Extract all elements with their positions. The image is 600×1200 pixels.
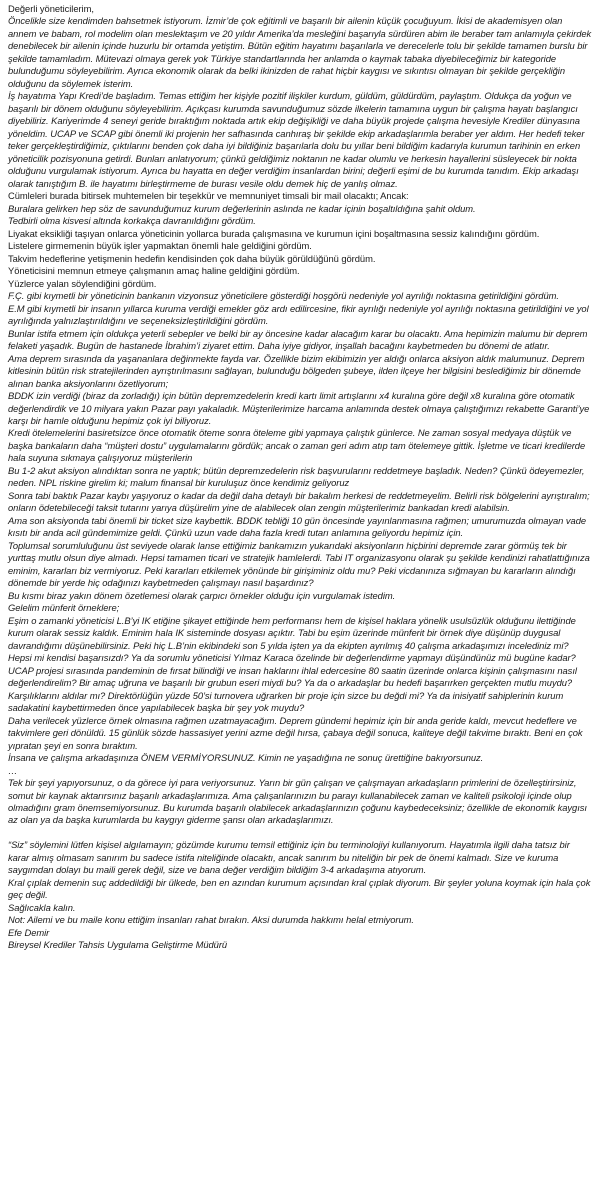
paragraph: Sonra tabi baktık Pazar kaybı yaşıyoruz o kadar da değil daha detaylı bir bakalım herkesi de reddetmeyelim. Belirli risk bölgelerini ayrıştıralım; onların ödetebileceği taksit tutarını yarıya düşürelim yine de alabilecek olan zengin müşterilerimiz bankadan kredi alabilsin.: [8, 489, 590, 514]
paragraph: Gelelim münferit örneklere;: [8, 602, 120, 614]
paragraph: Daha verilecek yüzlerce örnek olmasına rağmen uzatmayacağım. Deprem gündemi hepimiz için bir anda geride kaldı, mevcut hedeflere ve takvimlere geri dönüldü. 15 günlük sözde hassasiyet yerini azme değil hırsa, çabaya değil sonuca, kaliteye değil takvime bıraktı. Beni en çok yıpratan şeyi en sonra bıraktım.: [8, 714, 583, 751]
paragraph: Bu kısmı biraz yakın dönem özetlemesi olarak çarpıcı örnekler olduğu için vurgulamak istedim.: [8, 589, 396, 601]
paragraph: Toplumsal sorumluluğunu üst seviyede olarak lanse ettiğimiz bankamızın yukarıdaki aksiyonların hiçbirini depremde zarar görmüş tek bir yurttaş mutlu olsun diye almadı. Hepsi tamamen ticari ve stratejik hamlelerdi. Tabi IT organizasyonu olarak şu şekilde kendinizi rahatlattığınıza eminim, kararları biz vermiyoruz. Peki kararları etkilemek yönünde bir girişiminiz oldu mu? Peki vicdanınıza sığmayan bu kararların alındığı dönemde bir yerde hiç odağınızı kaybetmeden çalışmayı nasıl başardınız?: [8, 539, 590, 589]
paragraph: Kredi ötelemelerini basiretsizce önce otomatik öteme sonra öteleme gibi yapmaya çalıştık günlerce. Ne zaman sosyal medyaya düştük ve başka bankaların daha “müşteri dostu” uygulamalarını gördük; ancak o zaman geri adım atıp tam ötelemeye gittik. İşletme ve ticari kredilerde hala suyuna sıkmaya çalışıyoruz müşterilerin: [8, 427, 586, 464]
paragraph: Kral çıplak demenin suç addedildiği bir ülkede, ben en azından kurumum açısından kral çıplak diyorum. Bir şeyler yoluna koymak için hala çok geç değil.: [8, 876, 591, 901]
paragraph: Bu 1-2 akut aksiyon alındıktan sonra ne yaptık; bütün depremzedelerin risk başvurularını reddetmeye başladık. Neden? Çünkü ödeyemezler, neden. NPL riskine girelim ki; malum finansal bir kuruluşuz önce kendimiz geliyoruz: [8, 464, 585, 489]
blank-line: [8, 827, 592, 839]
paragraph: Listelere girmemenin büyük işler yapmaktan önemli hale geldiğini gördüm.: [8, 240, 312, 252]
paragraph: F.Ç. gibi kıymetli bir yöneticinin bankanın vizyonsuz yöneticilere gösterdiği hoşgörü nedeniyle yol ayrılığı noktasına getirildiğini gördüm.: [8, 290, 559, 302]
paragraph: Tek bir şeyi yapıyorsunuz, o da görece iyi para veriyorsunuz. Yarın bir gün çalışan ve çalışmayan arkadaşların primlerini de özelleştirirsiniz, somut bir kaynak aktarırsınız başarılı arkadaşlarımıza. Ama çalışanlarınızın bu parayı kullanabilecek zaman ve kaliteli psikoloji içinde olup olmadığını gram önemsemiyorsunuz. Bu kurumda başarılı olabilecek arkadaşlarınızın çoğunu kaybedeceksiniz; özellikle de ekonomik kaygısı az olan ya da başka kurumlarda bu kaygıyı giderme şansı olan arkadaşlarımızı.: [8, 777, 587, 826]
paragraph: UCAP projesi sırasında pandeminin de fırsat bilindiği ve insan haklarını ihlal edercesine 80 saatin üzerinde onlarca kişinin çalışmasını nasıl değerlendirelim? Bir amaç uğruna ve başarılı bir grubun eseri miydi bu? Ya da o arkadaşlar bu hedefi başarırken gerçekten mutlu muydu? Karşılıklarını aldılar mı? Direktörlüğün yüzde 50’si turnovera uğrarken bir proje için sizce bu değdi mi? Ya da inisiyatif sahiplerinin kurum sadakatini kaybettirmeden önce yapılabilecek başka bir şey yok muydu?: [8, 664, 577, 714]
paragraph: Buralara gelirken hep söz de savunduğumuz kurum değerlerinin aslında ne kadar içinin boşaltıldığına şahit oldum.: [8, 202, 476, 214]
paragraph: Not: Ailemi ve bu maile konu ettiğim insanları rahat bırakın. Aksi durumda hakkımı helal etmiyorum.: [8, 914, 414, 926]
paragraph: BDDK izin verdiği (biraz da zorladığı) için bütün depremzedelerin kredi kartı limit artışlarını x4 kuralına göre değil x8 kuralına göre otomatik değerlendirdik ve 10 milyara yakın Pazar payı yakaladık. Müşterilerimize harcama anlamında destek olmaya çalıştığımızı rekabette Garanti’ye karşı bir hamle olduğunu hepimiz çok iyi biliyoruz.: [8, 390, 590, 426]
paragraph: “Siz” söylemini lütfen kişisel algılamayın; gözümde kurumu temsil ettiğiniz için bu terminolojiyi kullanıyorum. Hayatımla ilgili daha tatsız bir karar almış olmasam sanırım bu sadece istifa niteliğinde olacaktı, ancak sanırım bu niteliğin bir pek de önemi kalmadı. Size ve kuruma saygımdan dolayı bu maili gerek değil, size ve bana değer verdiğim bildiğim 3-4 arkadaşıma atıyorum.: [8, 839, 570, 876]
paragraph: İş hayatıma Yapı Kredi’de başladım. Temas ettiğim her kişiyle pozitif ilişkiler kurdum, güldüm, güldürdüm, paylaştım. Oldukça da yoğun ve başarılı bir dönem olduğunu söyleyebilirim. Açıkçası kurumda savunduğumuz sözde ilkelerin tamamına uygun bir çalışma hayatı başlangıcı diyebiliriz. Kariyerimde 4 seneyi geride bıraktığım noktada artık ekip değişikliği ve daha büyük projede çalışma hevesiyle Krediler dünyasına yöneldim. UCAP ve SCAP gibi önemli iki projenin her safhasında canhıraş bir şekilde ekip arkadaşlarımla beraber yer aldım. Her hedefi teker teker gerçekleştirdiğimiz, çıktılarını benden çok daha iyi bildiğiniz başarılarla dolu bu yıllar beni bildiğim kadarıyla kurumun tarihinin en erken yöneticilik pozisyonuna getirdi. Bunları anlatıyorum; çünkü geldiğimiz noktanın ne kadar olumlu ve herkesin hayallerini süsleyecek bir nokta olduğunu vurgulamak istiyorum. Ayrıca bu hayatta en değer verdiğim insanlardan birini; değerli eşimi de bu kurumda tanıdım. Ekip arkadaşı olarak tanıştığım B. ile hayatımı birleştirmeme de burası vesile oldu demek hiç de yanlış olmaz.: [8, 90, 585, 189]
paragraph: Sağlıcakla kalın.: [8, 901, 76, 913]
paragraph: Bunlar istifa etmem için oldukça yeterli sebepler ve belki bir ay öncesine kadar alacağım karar bu olacaktı. Ama hepimizin malumu bir deprem felaketi yaşadık. Bugün de hastanede İbrahim’i ziyaret ettim. Daha iyiye gidiyor, inşallah bacağını kaybetmeden bu dönemi de atlatır.: [8, 327, 588, 352]
paragraph: Tedbirli olma kisvesi altında korkakça davranıldığını gördüm.: [8, 215, 256, 227]
paragraph: Ama son aksiyonda tabi önemli bir ticket size kaybettik. BDDK tebliği 10 gün öncesinde yayınlanmasına rağmen; umurumuzda olmayan vade kısıtı bir anda acil gündemimize geldi. Çünkü uzun vade daha fazla kredi tutarı anlamına geliyordu hepimiz için.: [8, 514, 587, 539]
paragraph: Efe Demir: [8, 926, 50, 938]
paragraph: Eşim o zamanki yöneticisi L.B’yi IK etiğine şikayet ettiğinde hem performansı hem de kişisel haklara yönelik usulsüzlük olduğunu ilettiğinde kurum olarak sessiz kaldık. Eminim hala IK sisteminde dosyası açıktır. Tabi bu eşim üzerinde münferit bir örnek diye düşünüp duygusal davrandığımı düşünebilirsiniz. Peki hiç L.B’nin ekibindeki son 5 yılda işten ya da ekipten ayrılmış 40 çalışma arkadaşımızı incelediniz mi? Hepsi mi kendisi başarısızdı? Ya da sorumlu yöneticisi Yılmaz Karaca özelinde bir değerlendirme yapmayı düşündünüz mü bugüne kadar?: [8, 614, 576, 664]
paragraph: Liyakat eksikliği taşıyan onlarca yöneticinin yollarca burada çalışmasına ve kurumun içini boşaltmasına sessiz kalındığını gördüm.: [8, 227, 540, 239]
paragraph: Öncelikle size kendimden bahsetmek istiyorum. İzmir’de çok eğitimli ve başarılı bir ailenin küçük çocuğuyum. İkisi de akademisyen olan annem ve babam, rol modelim olan meslektaşım ve 20 yıldır Amerika’da mesleğini başarıyla sürdüren abim ile beraber tam anlamıyla çekirdek denebilecek bir ailenin içinde huzurlu bir ortamda yetiştim. Bütün eğitim hayatımı başarılarla ve derecelerle tolu bir şekilde tamamen burslu bir şekilde tamamladım. Mütevazi olmaya gerek yok Türkiye standartlarında her anlamda o kaymak tabaka diyebileceğimiz bir kategoride bulunduğumu söyleyebilirim. Ayrıca ekonomik olarak da belki ikinizden de rahat hiçbir kaygısı ve sıkıntısı olmayan bir şekilde gerçekliğin olduğunu da söylemek isterim.: [8, 15, 592, 89]
paragraph: Yöneticisini memnun etmeye çalışmanın amaç haline geldiğini gördüm.: [8, 265, 300, 277]
greeting: Değerli yöneticilerim,: [8, 3, 94, 14]
paragraph: Cümleleri burada bitirsek muhtemelen bir teşekkür ve memnuniyet timsali bir mail olacaktı; Ancak:: [8, 190, 409, 202]
paragraph: E.M gibi kıymetli bir insanın yıllarca kuruma verdiği emekler göz ardı edilircesine, fikir ayrılığı nedeniyle yol ayrılığı noktasına getirildiğini ve yol ayrılığında yalnızlaştırıldığını ve seçeneksizleştirildiğini gördüm.: [8, 302, 589, 327]
paragraph: Yüzlerce yalan söylendiğini gördüm.: [8, 277, 157, 289]
paragraph: Ama deprem sırasında da yaşananlara değinmekte fayda var. Özellikle bizim ekibimizin yer aldığı onlarca aksiyon aldık malumunuz. Deprem kitlesinin bütün risk stratejilerinden ayrıştırılmasını sağlayan, bulunduğu bölgeden şubeye, ilden ilçeye her bilgisini beslediğimiz bir dönemde alınan banka aksiyonlarını özetliyorum;: [8, 352, 585, 389]
paragraph: Bireysel Krediler Tahsis Uygulama Geliştirme Müdürü: [8, 939, 228, 951]
paragraph: …: [8, 764, 18, 776]
paragraph: İnsana ve çalışma arkadaşınıza ÖNEM VERMİYORSUNUZ. Kimin ne yaşadığına ne sonuç ürettiğine bakıyorsunuz.: [8, 752, 484, 764]
paragraph: Takvim hedeflerine yetişmenin hedefin kendisinden çok daha büyük görüldüğünü gördüm.: [8, 252, 376, 264]
